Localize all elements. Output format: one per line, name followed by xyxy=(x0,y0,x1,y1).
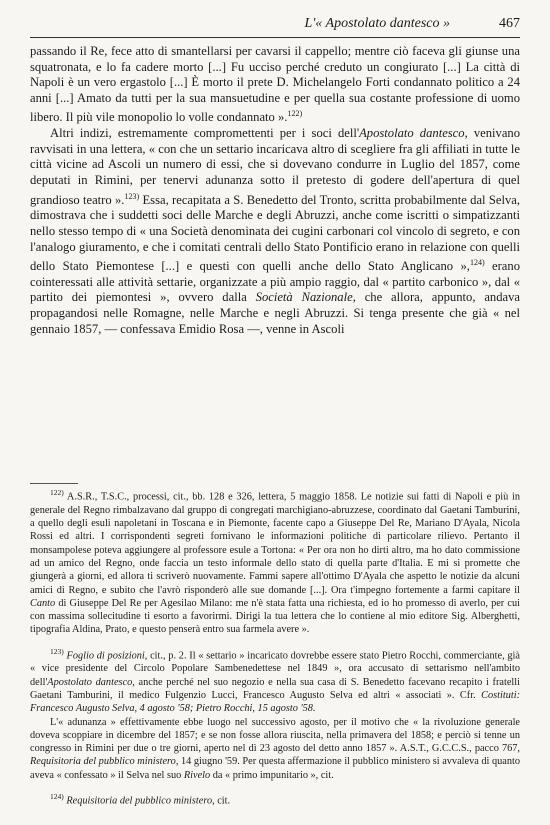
paragraph-1: passando il Re, fece atto di smantellarsi per cavarsi il cappello; mentre ciò faceva gli giunse una squatronata, e lo fa cadere morto [...] Fu ucciso perché creduto un congiurato [...] La città di Napoli è un vero ergastolo [...] È morto il prete D. Michelangelo Forti condannato politico a 24 anni [...] Amato da tutti per la sua mansuetudine e per quella sua costante professione di uomo libero. Il più vile monopolio lo volle condannato ».$^{122)}$ xyxy=(30,44,520,125)
footnote-123: $^{123)}$ Foglio di posizioni, cit., p. 2. Il « settario » incaricato dovrebbe essere stato Pietro Rocchi, commerciante, già « vice presidente del Circolo Popolare Sambenedettese nel 1849 », ora accusato di settarismo nell'ambito dell'Apostolato dantesco, anche perché nel suo negozio e nella sua casa di S. Benedetto facevano recapito i fratelli Gaetani Tamburini, il medico Fulgenzio Lucci, Francesco Augusto Selva ed altri « associati ». Cfr. Costituti: Francesco Augusto Selva, 4 agosto '58; Pietro Rocchi, 15 agosto '58. xyxy=(30,646,520,715)
footnote-rule xyxy=(30,483,78,484)
footnote-ref-123[interactable]: 123) xyxy=(124,191,140,201)
page-number: 467 xyxy=(499,16,520,31)
footnote-123-continued: L'« adunanza » effettivamente ebbe luogo nel successivo agosto, per il motivo che « la rivoluzione generale doveva scoppiare in dicembre del 1857; e se non fosse allora riuscita, nella primavera del 1858; e perciò si tenne un congresso in Rimini per due o tre giorni, aperto nel dì 23 agosto del detto anno 1857 ». A.S.T., G.C.C.S., pacco 767, Requisitoria del pubblico ministero, 14 giugno '59. Per questa affermazione il pubblico ministero si avvaleva di quanto aveva « confessato » il Selva nel suo Rivelo da « primo impunitario », cit. xyxy=(30,716,520,781)
paragraph-2: Altri indizi, estremamente compromettenti per i soci dell'Apostolato dantesco, venivano ravvisati in una lettera, « con che un settario incaricava altro di scegliere fra gli affiliati in tutte le città vicine ad Ascoli un numero di essi, che si dovevano condurre in Luglio del 1857, come deputati in Rimini, per tenervi adunanza sotto il pretesto di godere dell'apertura di quel grandioso teatro ».$^{123)}$ Essa, recapitata a S. Benedetto del Tronto, scritta probabilmente dal Selva, dimostrava che i suddetti soci delle Marche e degli Abruzzi, anche come iscritti o simpatizzanti nello stesso tempo di « una Società denominata dei cugini carbonari col vincolo di segreto, e con l'analogo giuramento, e che i comitati centrali dello Stato Pontificio erano in relazione con quelli dello Stato Piemontese [...] e questi con quelli anche dello Stato Anglicano »,$^{124)}$ erano cointeressati alle attività settarie, organizzate a più ampio raggio, dal « partito carbonico », dal « partito dei piemontesi », ovvero dalla Società Nazionale, che allora, appunto, andava propagandosi nelle Romagne, nelle Marche e negli Abruzzi. Si tenga presente che già « nel gennaio 1857, — confessava Emidio Rosa —, venne in Ascoli xyxy=(30,126,521,336)
header-rule xyxy=(30,37,520,38)
footnote-ref-124[interactable]: 124) xyxy=(469,258,485,268)
main-text xyxy=(30,44,520,337)
footnote-124: $^{124)}$ Requisitoria del pubblico ministero, cit. xyxy=(50,792,231,807)
footnotes xyxy=(30,486,520,808)
running-title: L'« Apostolato dantesco » xyxy=(304,16,450,31)
page-header xyxy=(30,14,520,36)
footnote-ref-122[interactable]: 122) xyxy=(287,109,303,119)
footnote-122: $^{122)}$ A.S.R., T.S.C., processi, cit., bb. 128 e 326, lettera, 5 maggio 1858. Le notizie sui fatti di Napoli e più in generale del Regno rimbalzavano dal gruppo di congregati marchigiano-abruzzese, coordinato dal Gaetani Tamburini, a quello degli esuli napoletani in Toscana e in Piemonte, facente capo a Giuseppe Del Re, Mariano D'Ayala, Nicola Rossi ed altri. I corrispondenti segreti fornivano le informazioni politiche di particolare rilievo. Pertanto il monsampolese poteva aggiungere al professore esule a Tortona: « Per ora non ho dirti altro, ma ho dato commissione ad un amico del Regno, onde faccia un testo informale dello stato di quella parte d'Italia. E mi si promette che giungerà a giorni, ed allora ti scriverò nuovamente. Fammi sapere all'ottimo D'Ayala che aspetto le notizie da alcuni amici di Regno, e subito che l'avrò risponderò alle sue domande [...]. Ora t'impegno fortemente a farmi capitare il Canto di Giuseppe Del Re per Agesilao Milano: me n'è stata fatta una richiesta, ed io ho promesso di averlo, per cui con massima sollecitudine ti esorto a favorirmi. Dirigi la tua lettera che lo contiene al mio editore Sig. Alberghetti, tipografia Aldina, Prato, e questo penserà entro sua farmela avere ». xyxy=(30,488,520,636)
